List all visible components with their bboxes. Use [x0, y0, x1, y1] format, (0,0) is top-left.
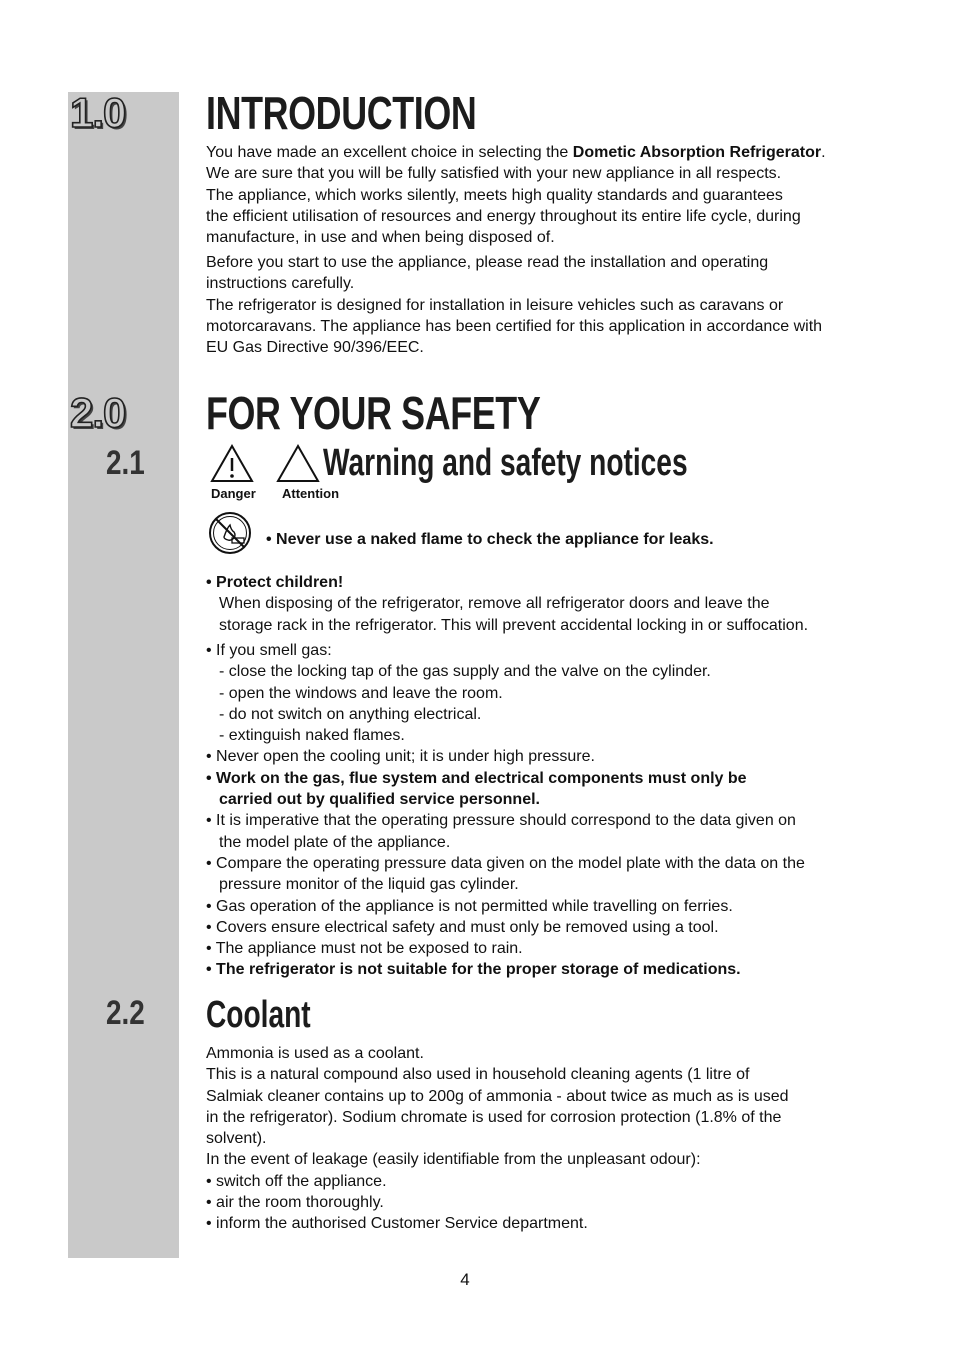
text-line: Ammonia is used as a coolant.: [206, 1045, 424, 1062]
intro-paragraph-2: [206, 252, 906, 358]
text-line: We are sure that you will be fully satisfied with your new appliance in all respects.: [206, 165, 782, 183]
section-sidebar: [68, 89, 179, 1258]
intro-first-line: [206, 142, 906, 163]
danger-label: Danger: [211, 486, 256, 501]
bullet-line: • Covers ensure electrical safety and must only be removed using a tool.: [206, 918, 719, 936]
coolant-paragraph: [206, 1043, 906, 1235]
text-line: Before you start to use the appliance, please read the installation and operating: [206, 254, 769, 271]
bullet-line: • inform the authorised Customer Service department.: [206, 1215, 588, 1233]
text-line: instructions carefully.: [206, 275, 355, 293]
section-title-introduction: INTRODUCTION: [206, 87, 477, 139]
attention-label: Attention: [282, 486, 340, 501]
text-line: the efficient utilisation of resources and energy throughout its entire life cycle, during: [206, 207, 801, 225]
bullet-line: carried out by qualified service personnel.: [219, 791, 540, 809]
protect-children-block: [206, 572, 906, 636]
text-line: The appliance, which works silently, meets high quality standards and guarantees: [206, 186, 783, 204]
intro-lead: You have made an excellent choice in selecting the: [206, 144, 573, 161]
subsection-number-2-2: 2.2: [106, 994, 145, 1032]
section-number-1: 1.0: [70, 89, 126, 136]
bullet-line: • Work on the gas, flue system and electrical components must only be: [206, 769, 747, 787]
bullet-line: • It is imperative that the operating pressure should correspond to the data given on: [206, 812, 796, 830]
gas-smell-block: [206, 640, 906, 981]
text-line: • If you smell gas:: [206, 642, 332, 659]
subsection-title-warnings: Warning and safety notices: [323, 442, 688, 484]
text-line: motorcaravans. The appliance has been certified for this application in accordance with: [206, 317, 823, 335]
text-line: EU Gas Directive 90/396/EEC.: [206, 339, 424, 357]
text-line: The refrigerator is designed for installation in leisure vehicles such as caravans or: [206, 296, 784, 314]
section-title-safety: FOR YOUR SAFETY: [206, 387, 541, 439]
bullet-line: the model plate of the appliance.: [219, 833, 451, 851]
text-line: in the refrigerator). Sodium chromate is used for corrosion protection (1.8% of the: [206, 1108, 782, 1126]
bullet-line: • switch off the appliance.: [206, 1172, 387, 1190]
text-line: - open the windows and leave the room.: [219, 684, 503, 702]
product-name: Dometic Absorption Refrigerator: [572, 144, 822, 161]
bullet-line: • air the room thoroughly.: [206, 1194, 384, 1212]
section-number-2: 2.0: [70, 389, 126, 436]
protect-children-title: • Protect children!: [206, 574, 344, 591]
bullet-line: • Gas operation of the appliance is not permitted while travelling on ferries.: [206, 897, 733, 915]
subsection-number-2-1: 2.1: [106, 444, 145, 482]
attention-icon: [276, 444, 320, 484]
text-line: solvent).: [206, 1130, 267, 1148]
text-line: When disposing of the refrigerator, remove all refrigerator doors and leave the: [219, 595, 770, 613]
text-line: storage rack in the refrigerator. This will prevent accidental locking in or suffocation.: [219, 616, 809, 634]
bullet-line: • The appliance must not be exposed to rain.: [206, 940, 523, 958]
page-number: 4: [460, 1270, 470, 1289]
intro-tail: .: [821, 144, 826, 161]
no-naked-flame-icon: [208, 511, 254, 555]
subsection-title-coolant: Coolant: [206, 994, 311, 1036]
bullet-line: • Never open the cooling unit; it is under high pressure.: [206, 748, 595, 766]
intro-paragraph-1: [206, 142, 906, 248]
text-line: - close the locking tap of the gas supply and the valve on the cylinder.: [219, 663, 711, 681]
bullet-line: pressure monitor of the liquid gas cylinder.: [219, 876, 519, 894]
bullet-line: • Compare the operating pressure data given on the model plate with the data on the: [206, 854, 805, 872]
text-line: Salmiak cleaner contains up to 200g of ammonia - about twice as much as is used: [206, 1087, 789, 1105]
text-line: manufacture, in use and when being disposed of.: [206, 229, 555, 247]
danger-icon: [210, 444, 254, 484]
text-line: This is a natural compound also used in household cleaning agents (1 litre of: [206, 1066, 750, 1084]
text-line: - do not switch on anything electrical.: [219, 705, 482, 723]
bullet-line: • The refrigerator is not suitable for the proper storage of medications.: [206, 961, 741, 979]
text-line: In the event of leakage (easily identifiable from the unpleasant odour):: [206, 1151, 701, 1169]
text-line: - extinguish naked flames.: [219, 727, 405, 745]
naked-flame-notice: • Never use a naked flame to check the appliance for leaks.: [266, 531, 714, 548]
